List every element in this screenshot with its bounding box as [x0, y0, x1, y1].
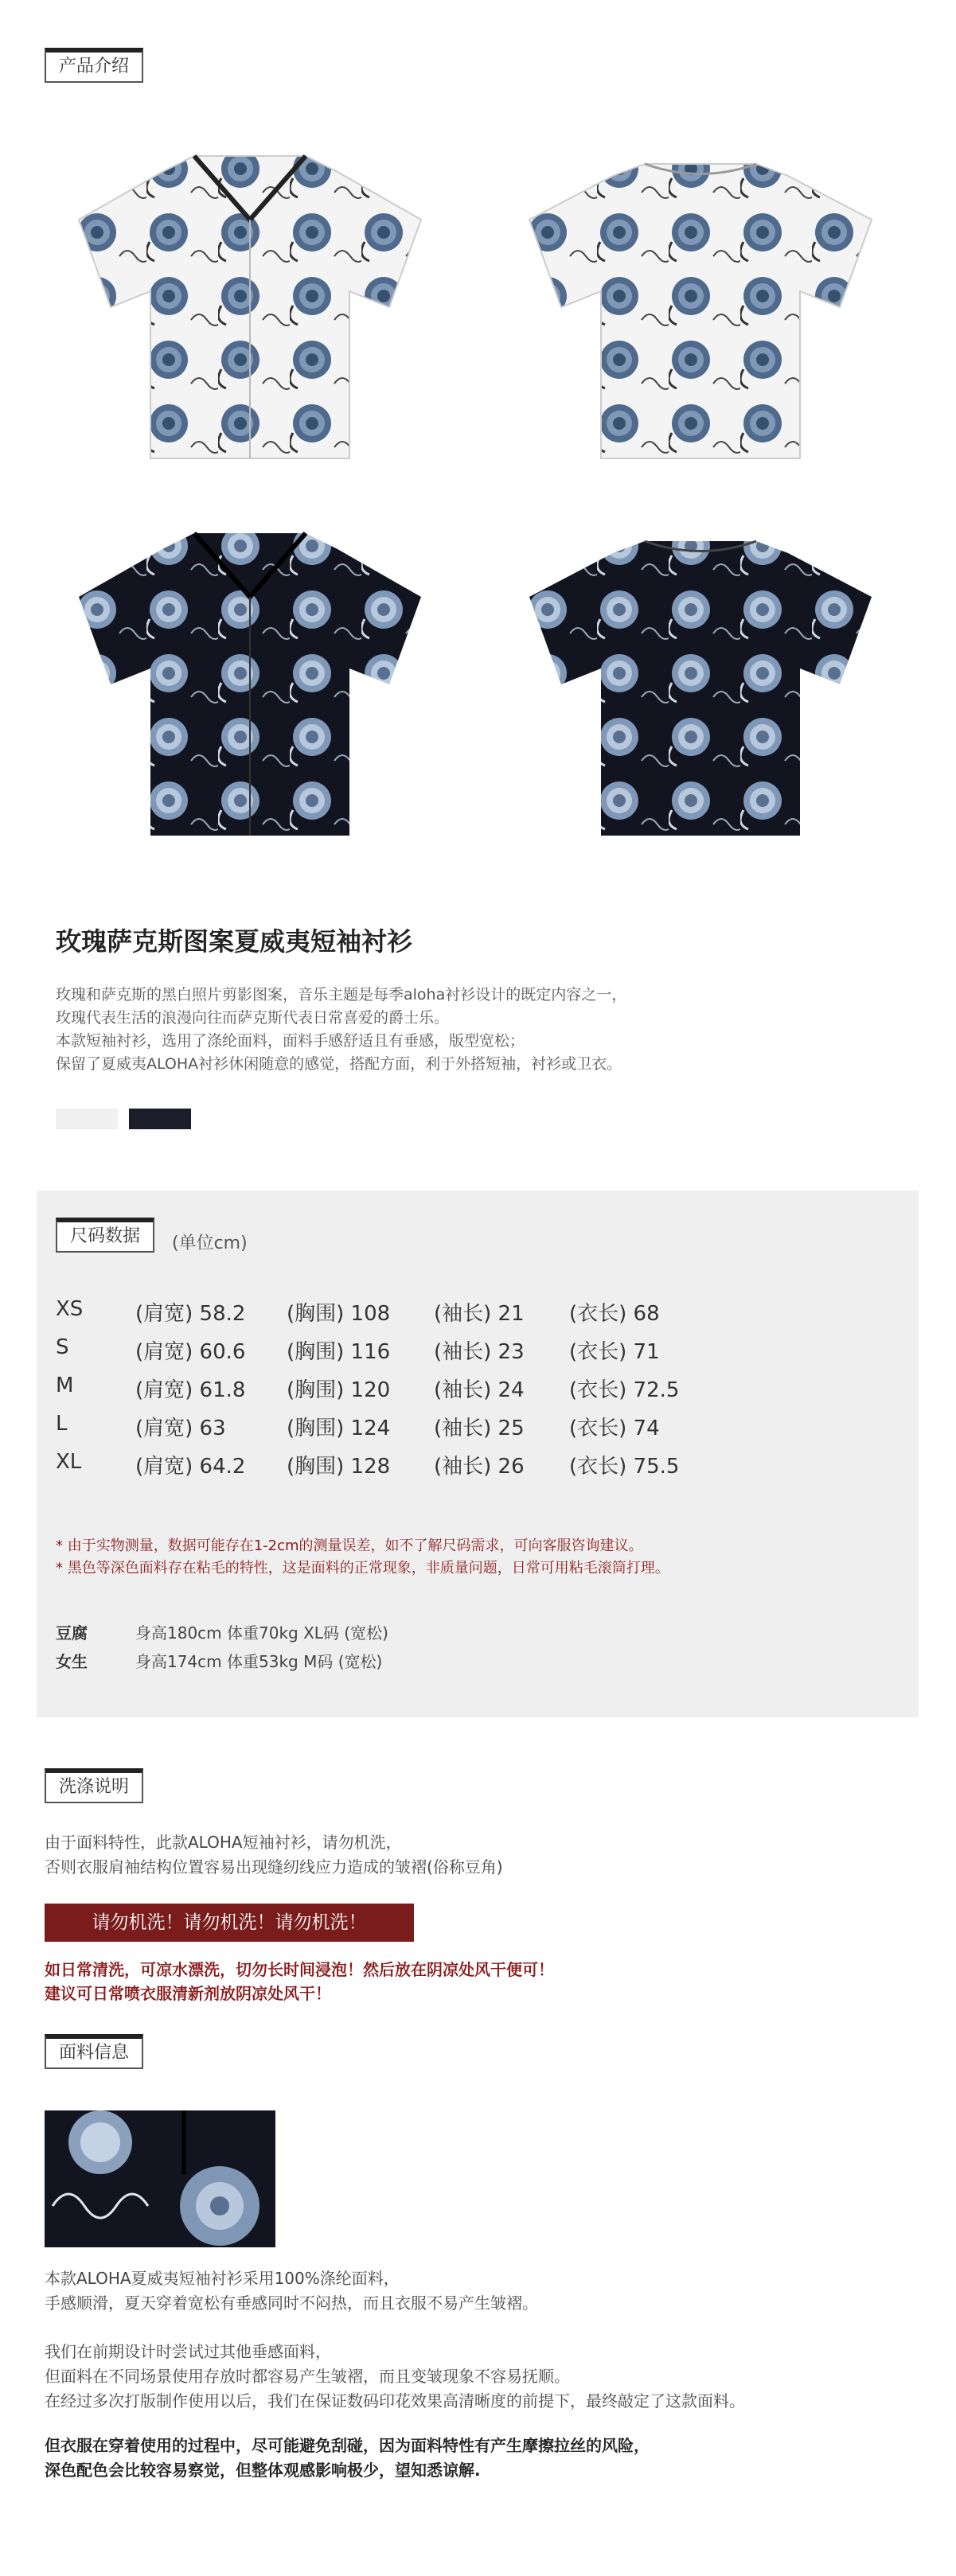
size-row-xs	[56, 1297, 772, 1326]
description-line: 保留了夏威夷ALOHA衬衫休闲随意的感觉，搭配方面，利于外搭短袖，衬衫或卫衣。	[56, 1055, 622, 1073]
description-line: 本款短袖衬衫，选用了涤纶面料，面料手感舒适且有垂感，版型宽松；	[56, 1032, 525, 1050]
sleeve-value: (袖长) 24	[434, 1378, 525, 1402]
fabric-text-1	[45, 2266, 538, 2316]
color-swatch-white[interactable]	[56, 1109, 118, 1129]
size-note: * 由于实物测量，数据可能存在1-2cm的测量误差，如不了解尺码需求，可向客服咨询建议。	[56, 1537, 643, 1554]
length-value: (衣长) 74	[569, 1417, 660, 1440]
description-line: 玫瑰和萨克斯的黑白照片剪影图案，音乐主题是每季aloha衬衫设计的既定内容之一，	[56, 986, 627, 1004]
model-info: 身高180cm 体重70kg XL码 (宽松)	[135, 1623, 388, 1643]
shirt-white-back-image	[525, 148, 876, 466]
shoulder-value: (肩宽) 63	[135, 1417, 226, 1440]
washing-line: 由于面料特性，此款ALOHA短袖衬衫，请勿机洗，	[45, 1833, 402, 1852]
washing-red-line: 建议可日常喷衣服清新剂放阴凉处风干！	[45, 1984, 331, 2003]
length-value: (衣长) 75.5	[569, 1455, 680, 1479]
fabric-line: 但面料在不同场景使用存放时都容易产生皱褶，而且变皱现象不容易抚顺。	[45, 2367, 570, 2386]
fabric-line: 手感顺滑，夏天穿着宽松有垂感同时不闷热，而且衣服不易产生皱褶。	[45, 2293, 538, 2313]
fabric-line: 本款ALOHA夏威夷短袖衬衫采用100%涤纶面料，	[45, 2269, 400, 2288]
size-row-m	[56, 1374, 772, 1402]
length-value: (衣长) 72.5	[569, 1378, 680, 1402]
sleeve-value: (袖长) 23	[434, 1340, 525, 1364]
fabric-bold-line: 深色配色会比较容易察觉，但整体观感影响极少，望知悉谅解.	[45, 2461, 481, 2480]
washing-red-text	[45, 1958, 554, 2005]
washing-line: 否则衣服肩袖结构位置容易出现缝纫线应力造成的皱褶(俗称豆角)	[45, 1857, 503, 1876]
sleeve-value: (袖长) 25	[434, 1417, 525, 1440]
product-description	[56, 984, 626, 1076]
fabric-bold-line: 但衣服在穿着使用的过程中，尽可能避免刮碰，因为面料特性有产生摩擦拉丝的风险，	[45, 2436, 650, 2455]
size-unit-label: (单位cm)	[172, 1233, 248, 1253]
model-info-row	[56, 1649, 382, 1672]
length-value: (衣长) 68	[569, 1302, 660, 1326]
product-title: 玫瑰萨克斯图案夏威夷短袖衬衫	[56, 926, 413, 957]
color-swatch-black[interactable]	[129, 1109, 191, 1129]
section-tag-washing: 洗涤说明	[45, 1768, 143, 1803]
section-tag-product-intro: 产品介绍	[45, 48, 143, 83]
description-line: 玫瑰代表生活的浪漫向往而萨克斯代表日常喜爱的爵士乐。	[56, 1009, 450, 1027]
washing-warning-banner: 请勿机洗！请勿机洗！请勿机洗！	[45, 1904, 414, 1942]
sleeve-value: (袖长) 21	[434, 1302, 525, 1326]
fabric-text-2	[45, 2340, 745, 2414]
shoulder-value: (肩宽) 58.2	[135, 1302, 246, 1326]
chest-value: (胸围) 120	[287, 1378, 391, 1402]
size-note: * 黑色等深色面料存在粘毛的特性，这是面料的正常现象，非质量问题，日常可用粘毛滚筒打理。	[56, 1560, 669, 1576]
size-row-xl	[56, 1450, 772, 1479]
shoulder-value: (肩宽) 61.8	[135, 1378, 246, 1402]
size-row-s	[56, 1335, 772, 1364]
shirt-white-front-image	[75, 148, 425, 466]
fabric-bold-notice	[45, 2434, 650, 2483]
size-label: S	[56, 1335, 69, 1359]
chest-value: (胸围) 124	[287, 1417, 391, 1440]
shoulder-value: (肩宽) 60.6	[135, 1340, 246, 1364]
length-value: (衣长) 71	[569, 1340, 660, 1364]
fabric-line: 在经过多次打版制作使用以后，我们在保证数码印花效果高清晰度的前提下，最终敲定了这款面料。	[45, 2391, 745, 2410]
shoulder-value: (肩宽) 64.2	[135, 1455, 246, 1479]
chest-value: (胸围) 116	[287, 1340, 391, 1364]
washing-red-line: 如日常清洗，可凉水漂洗，切勿长时间浸泡！然后放在阴凉处风干便可！	[45, 1960, 554, 1979]
model-name: 豆腐	[56, 1623, 88, 1643]
chest-value: (胸围) 128	[287, 1455, 391, 1479]
section-tag-fabric: 面料信息	[45, 2034, 143, 2069]
sleeve-value: (袖长) 26	[434, 1455, 525, 1479]
model-info-row	[56, 1620, 388, 1643]
size-label: XS	[56, 1297, 84, 1321]
size-label: M	[56, 1374, 74, 1397]
shirt-black-front-image	[75, 525, 425, 844]
chest-value: (胸围) 108	[287, 1302, 391, 1326]
model-info: 身高174cm 体重53kg M码 (宽松)	[135, 1652, 383, 1671]
section-tag-size-data: 尺码数据	[56, 1218, 154, 1253]
fabric-line: 我们在前期设计时尝试过其他垂感面料，	[45, 2342, 331, 2361]
model-name: 女生	[56, 1652, 88, 1671]
shirt-black-back-image	[525, 525, 876, 844]
size-label: L	[56, 1412, 68, 1436]
size-label: XL	[56, 1450, 82, 1474]
size-row-l	[56, 1412, 772, 1440]
fabric-closeup-image	[45, 2110, 275, 2247]
washing-text	[45, 1830, 503, 1880]
